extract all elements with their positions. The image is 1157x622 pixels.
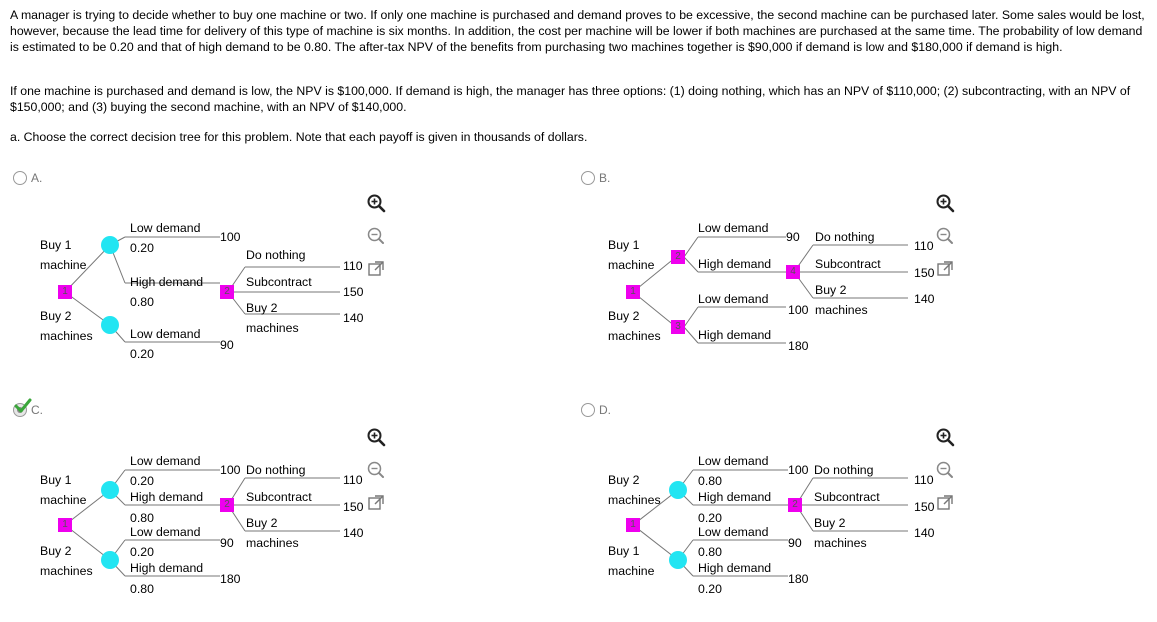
tree-b-top-high: High demand bbox=[698, 257, 772, 271]
tree-c bbox=[40, 448, 400, 618]
tree-c-chance-node-top bbox=[101, 481, 119, 499]
tree-c-sub-decision-node: 2 bbox=[220, 498, 234, 512]
tree-b-v-nothing: 110 bbox=[914, 239, 934, 253]
problem-paragraph-1: A manager is trying to decide whether to buy one machine or two. If only one machine is purchased and demand proves to be excessive, the second machine can be purchased later. Some sales would be lost, however, because the lead time for delivery of this type of machine is six months. In addition, the cost per machine will be lower if both machines are purchased at the same time. The probability of low demand is estimated to be 0.20 and that of high demand to be 0.80. The after-tax NPV of the benefits from purchasing two machines together is $90,000 if demand is low and $180,000 if demand is high. bbox=[10, 8, 1145, 54]
option-d-label[interactable]: D. bbox=[599, 403, 611, 417]
tree-a-top-high: High demand bbox=[130, 275, 204, 289]
tree-b-icon-group bbox=[935, 193, 955, 283]
tree-c-chance-node-bottom bbox=[101, 551, 119, 569]
tree-c-bottom-low-val: 90 bbox=[220, 536, 234, 550]
tree-b-bottom-high: High demand bbox=[698, 328, 772, 342]
tree-b-buy2: Buy 2 bbox=[815, 283, 847, 297]
tree-b-bottom-branch: Buy 2 bbox=[608, 309, 640, 323]
tree-c-bottom-high: High demand bbox=[130, 561, 204, 575]
problem-paragraph-2: If one machine is purchased and demand is low, the NPV is $100,000. If demand is high, the manager has three options: (1) doing nothing, which has an NPV of $110,000; (2) subcontracting, with an NPV of $150,000; and (3) buying the second machine, with an NPV of $140,000. bbox=[10, 84, 1131, 114]
tree-c-top-high: High demand bbox=[130, 490, 204, 504]
tree-a-do-nothing: Do nothing bbox=[246, 248, 306, 262]
zoom-out-icon[interactable] bbox=[935, 460, 955, 480]
tree-c-v-buy: 140 bbox=[343, 526, 364, 540]
option-b-label[interactable]: B. bbox=[599, 171, 611, 185]
tree-d-bottom-high-val: 180 bbox=[788, 572, 809, 586]
tree-a-bottom-low-p: 0.20 bbox=[130, 347, 154, 361]
zoom-out-icon[interactable] bbox=[366, 226, 386, 246]
tree-d-bottom-high-p: 0.20 bbox=[698, 582, 722, 596]
tree-d-top-low: Low demand bbox=[698, 454, 769, 468]
tree-b-bottom-high-val: 180 bbox=[788, 339, 809, 353]
tree-c-top-branch: Buy 1 bbox=[40, 473, 72, 487]
tree-c-bottom-high-val: 180 bbox=[220, 572, 241, 586]
tree-a-v-nothing: 110 bbox=[343, 259, 363, 273]
tree-a-root-decision-node: 1 bbox=[58, 285, 72, 299]
tree-d-subcontract: Subcontract bbox=[814, 490, 880, 504]
tree-b-bottom-low-val: 100 bbox=[788, 303, 809, 317]
tree-d-bottom-branch: Buy 1 bbox=[608, 544, 640, 558]
tree-d-bottom-low-val: 90 bbox=[788, 536, 802, 550]
tree-a-top-branch-2: machine bbox=[40, 258, 87, 272]
tree-d-top-branch: Buy 2 bbox=[608, 473, 640, 487]
tree-c-top-low: Low demand bbox=[130, 454, 201, 468]
tree-c-icon-group bbox=[366, 427, 386, 517]
option-a-label[interactable]: A. bbox=[31, 171, 43, 185]
tree-c-top-low-p: 0.20 bbox=[130, 474, 154, 488]
tree-d-bottom-low: Low demand bbox=[698, 525, 769, 539]
tree-c-bottom-low: Low demand bbox=[130, 525, 201, 539]
tree-c-v-nothing: 110 bbox=[343, 473, 363, 487]
tree-a-buy2: Buy 2 bbox=[246, 301, 278, 315]
tree-b-top-branch-2: machine bbox=[608, 258, 655, 272]
tree-d-chance-node-top bbox=[669, 481, 687, 499]
popout-icon[interactable] bbox=[366, 259, 386, 279]
zoom-in-icon[interactable] bbox=[366, 427, 386, 447]
tree-c-v-sub: 150 bbox=[343, 500, 364, 514]
tree-b-sub-decision-node: 4 bbox=[786, 265, 800, 279]
zoom-out-icon[interactable] bbox=[935, 226, 955, 246]
tree-a-top-branch: Buy 1 bbox=[40, 238, 72, 252]
tree-d bbox=[608, 448, 968, 618]
tree-c-top-branch-2: machine bbox=[40, 493, 87, 507]
tree-a-bottom-low-val: 90 bbox=[220, 338, 234, 352]
tree-d-v-nothing: 110 bbox=[914, 473, 934, 487]
tree-c-bottom-branch-2: machines bbox=[40, 564, 93, 578]
tree-a-top-low-p: 0.20 bbox=[130, 241, 154, 255]
tree-c-bottom-high-p: 0.80 bbox=[130, 582, 154, 596]
tree-a-bottom-low: Low demand bbox=[130, 327, 201, 341]
tree-b-v-buy: 140 bbox=[914, 292, 935, 306]
tree-a-bottom-branch: Buy 2 bbox=[40, 309, 72, 323]
tree-b-top-branch: Buy 1 bbox=[608, 238, 640, 252]
tree-c-bottom-low-p: 0.20 bbox=[130, 545, 154, 559]
tree-c-root-decision-node: 1 bbox=[58, 518, 72, 532]
tree-d-v-sub: 150 bbox=[914, 500, 935, 514]
tree-a-top-low: Low demand bbox=[130, 221, 201, 235]
tree-b-top-decision-node: 2 bbox=[671, 250, 685, 264]
zoom-in-icon[interactable] bbox=[935, 193, 955, 213]
tree-a-sub-decision-node: 2 bbox=[220, 285, 234, 299]
tree-d-top-low-val: 100 bbox=[788, 463, 809, 477]
tree-a-chance-node-bottom bbox=[101, 316, 119, 334]
tree-d-top-high-p: 0.20 bbox=[698, 511, 722, 525]
tree-a bbox=[40, 215, 400, 385]
tree-c-bottom-branch: Buy 2 bbox=[40, 544, 72, 558]
tree-c-top-low-val: 100 bbox=[220, 463, 241, 477]
popout-icon[interactable] bbox=[366, 493, 386, 513]
tree-b-bottom-decision-node: 3 bbox=[671, 320, 685, 334]
tree-d-buy2: Buy 2 bbox=[814, 516, 846, 530]
tree-d-top-high: High demand bbox=[698, 490, 772, 504]
tree-d-top-branch-2: machines bbox=[608, 493, 661, 507]
popout-icon[interactable] bbox=[935, 259, 955, 279]
tree-d-bottom-low-p: 0.80 bbox=[698, 545, 722, 559]
option-d-radio[interactable] bbox=[580, 402, 596, 418]
option-b-radio[interactable] bbox=[580, 170, 596, 186]
tree-b-buy2-2: machines bbox=[815, 303, 868, 317]
tree-b-bottom-branch-2: machines bbox=[608, 329, 661, 343]
zoom-out-icon[interactable] bbox=[366, 460, 386, 480]
tree-b-do-nothing: Do nothing bbox=[815, 230, 875, 244]
tree-a-icon-group bbox=[366, 193, 386, 283]
tree-d-chance-node-bottom bbox=[669, 551, 687, 569]
zoom-in-icon[interactable] bbox=[935, 427, 955, 447]
tree-b-top-low-val: 90 bbox=[786, 230, 800, 244]
tree-b-v-sub: 150 bbox=[914, 266, 935, 280]
tree-d-bottom-high: High demand bbox=[698, 561, 772, 575]
tree-d-icon-group bbox=[935, 427, 955, 517]
tree-b bbox=[608, 215, 968, 385]
tree-c-buy2-2: machines bbox=[246, 536, 299, 550]
tree-c-top-high-p: 0.80 bbox=[130, 511, 154, 525]
tree-a-chance-node-top bbox=[101, 236, 119, 254]
tree-d-root-decision-node: 1 bbox=[626, 518, 640, 532]
tree-d-bottom-branch-2: machine bbox=[608, 564, 655, 578]
tree-a-v-sub: 150 bbox=[343, 285, 364, 299]
tree-b-bottom-low: Low demand bbox=[698, 292, 769, 306]
zoom-in-icon[interactable] bbox=[366, 193, 386, 213]
tree-d-do-nothing: Do nothing bbox=[814, 463, 874, 477]
tree-a-top-high-p: 0.80 bbox=[130, 295, 154, 309]
question-text: a. Choose the correct decision tree for this problem. Note that each payoff is given in thousands of dollars. bbox=[10, 130, 588, 144]
option-a-radio[interactable] bbox=[12, 170, 28, 186]
tree-d-v-buy: 140 bbox=[914, 526, 935, 540]
tree-c-do-nothing: Do nothing bbox=[246, 463, 306, 477]
tree-d-sub-decision-node: 2 bbox=[788, 498, 802, 512]
tree-a-top-low-val: 100 bbox=[220, 230, 241, 244]
tree-c-buy2: Buy 2 bbox=[246, 516, 278, 530]
tree-d-buy2-2: machines bbox=[814, 536, 867, 550]
correct-check-icon bbox=[14, 398, 32, 414]
tree-b-root-decision-node: 1 bbox=[626, 285, 640, 299]
tree-a-v-buy: 140 bbox=[343, 311, 364, 325]
popout-icon[interactable] bbox=[935, 493, 955, 513]
tree-b-top-low: Low demand bbox=[698, 221, 769, 235]
tree-d-top-low-p: 0.80 bbox=[698, 474, 722, 488]
tree-a-subcontract: Subcontract bbox=[246, 275, 312, 289]
tree-a-bottom-branch-2: machines bbox=[40, 329, 93, 343]
tree-a-buy2-2: machines bbox=[246, 321, 299, 335]
tree-b-subcontract: Subcontract bbox=[815, 257, 881, 271]
tree-c-subcontract: Subcontract bbox=[246, 490, 312, 504]
option-c-label[interactable]: C. bbox=[31, 403, 43, 417]
